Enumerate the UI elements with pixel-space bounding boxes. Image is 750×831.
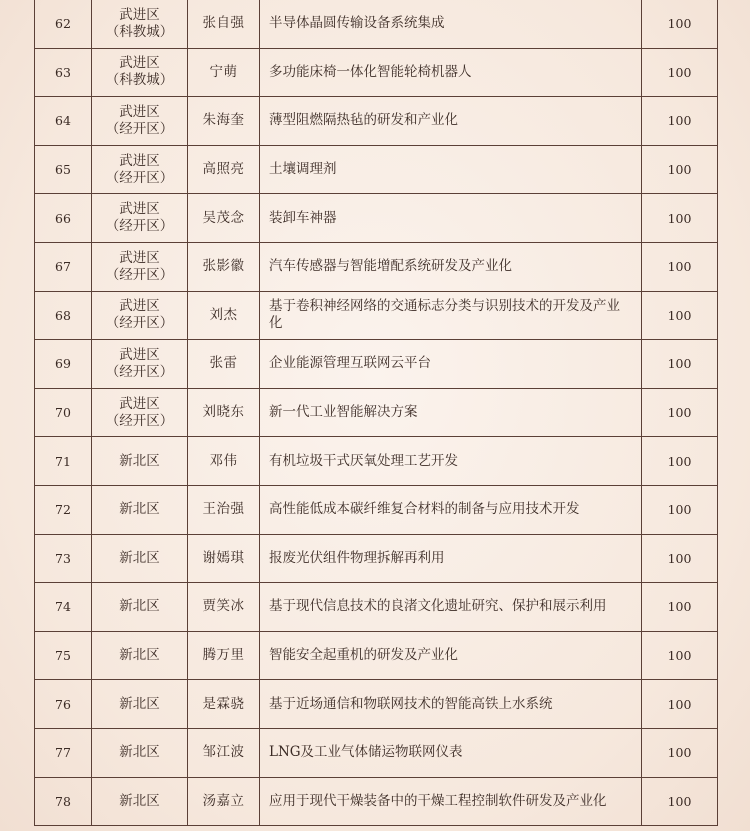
row-number-cell: 66	[35, 194, 92, 243]
region-cell	[92, 48, 188, 97]
region-name: 武进区	[119, 395, 160, 412]
person-name-cell: 是霖骁	[188, 680, 260, 729]
region-cell	[92, 145, 188, 194]
amount-cell: 100	[642, 583, 718, 632]
region-zone: （经开区）	[105, 218, 174, 235]
region-name: 新北区	[119, 647, 160, 664]
region-zone: （科教城）	[105, 23, 174, 40]
person-name-cell: 高照亮	[188, 145, 260, 194]
row-number-cell: 62	[35, 0, 92, 48]
project-title-cell: 基于现代信息技术的良渚文化遗址研究、保护和展示利用	[260, 583, 642, 632]
region-cell	[92, 97, 188, 146]
region-cell	[92, 485, 188, 534]
region-name: 新北区	[119, 695, 160, 712]
region-cell	[92, 340, 188, 389]
row-number-cell: 71	[35, 437, 92, 486]
region-name: 武进区	[119, 249, 160, 266]
region-zone: （经开区）	[105, 169, 174, 186]
region-name: 武进区	[119, 6, 160, 23]
table-row	[35, 728, 718, 777]
amount-cell: 100	[642, 48, 718, 97]
region-name: 新北区	[119, 744, 160, 761]
region-cell	[92, 0, 188, 48]
table-row	[35, 48, 718, 97]
region-name: 新北区	[119, 549, 160, 566]
region-cell	[92, 242, 188, 291]
amount-cell: 100	[642, 291, 718, 340]
table-row	[35, 291, 718, 340]
table-row	[35, 437, 718, 486]
table-row	[35, 194, 718, 243]
row-number-cell: 70	[35, 388, 92, 437]
person-name-cell: 汤嘉立	[188, 777, 260, 826]
row-number-cell: 64	[35, 97, 92, 146]
amount-cell: 100	[642, 340, 718, 389]
region-name: 武进区	[119, 346, 160, 363]
region-zone: （经开区）	[105, 412, 174, 429]
person-name-cell: 腾万里	[188, 631, 260, 680]
person-name-cell: 宁萌	[188, 48, 260, 97]
table-row	[35, 631, 718, 680]
region-cell	[92, 728, 188, 777]
project-title-cell: 薄型阻燃隔热毡的研发和产业化	[260, 97, 642, 146]
project-title-cell: 智能安全起重机的研发及产业化	[260, 631, 642, 680]
region-cell	[92, 291, 188, 340]
region-zone: （经开区）	[105, 363, 174, 380]
table-row	[35, 583, 718, 632]
amount-cell: 100	[642, 680, 718, 729]
person-name-cell: 刘晓东	[188, 388, 260, 437]
project-title-cell: 土壤调理剂	[260, 145, 642, 194]
row-number-cell: 74	[35, 583, 92, 632]
project-title-cell: 报废光伏组件物理拆解再利用	[260, 534, 642, 583]
region-name: 新北区	[119, 598, 160, 615]
project-table	[34, 0, 718, 826]
row-number-cell: 73	[35, 534, 92, 583]
project-title-cell: 新一代工业智能解决方案	[260, 388, 642, 437]
project-title-cell: 有机垃圾干式厌氧处理工艺开发	[260, 437, 642, 486]
person-name-cell: 邓伟	[188, 437, 260, 486]
row-number-cell: 72	[35, 485, 92, 534]
region-zone: （科教城）	[105, 72, 174, 89]
region-zone: （经开区）	[105, 266, 174, 283]
amount-cell: 100	[642, 534, 718, 583]
row-number-cell: 77	[35, 728, 92, 777]
row-number-cell: 75	[35, 631, 92, 680]
row-number-cell: 78	[35, 777, 92, 826]
row-number-cell: 69	[35, 340, 92, 389]
person-name-cell: 刘杰	[188, 291, 260, 340]
person-name-cell: 贾笑冰	[188, 583, 260, 632]
person-name-cell: 朱海奎	[188, 97, 260, 146]
table-body	[35, 0, 718, 826]
region-name: 武进区	[119, 298, 160, 315]
region-name: 武进区	[119, 103, 160, 120]
region-cell	[92, 631, 188, 680]
amount-cell: 100	[642, 97, 718, 146]
region-cell	[92, 437, 188, 486]
region-cell	[92, 388, 188, 437]
table-row	[35, 680, 718, 729]
person-name-cell: 邹江波	[188, 728, 260, 777]
amount-cell: 100	[642, 0, 718, 48]
project-title-cell: 应用于现代干燥装备中的干燥工程控制软件研发及产业化	[260, 777, 642, 826]
amount-cell: 100	[642, 777, 718, 826]
project-title-cell: 多功能床椅一体化智能轮椅机器人	[260, 48, 642, 97]
region-name: 新北区	[119, 501, 160, 518]
region-cell	[92, 680, 188, 729]
amount-cell: 100	[642, 631, 718, 680]
table-row	[35, 485, 718, 534]
table-row	[35, 145, 718, 194]
table-row	[35, 777, 718, 826]
project-title-cell: 基于近场通信和物联网技术的智能高铁上水系统	[260, 680, 642, 729]
project-title-cell: 汽车传感器与智能增配系统研发及产业化	[260, 242, 642, 291]
region-cell	[92, 583, 188, 632]
region-cell	[92, 777, 188, 826]
project-title-cell: 装卸车神器	[260, 194, 642, 243]
region-cell	[92, 534, 188, 583]
region-zone: （经开区）	[105, 120, 174, 137]
person-name-cell: 谢嫣琪	[188, 534, 260, 583]
row-number-cell: 76	[35, 680, 92, 729]
region-cell	[92, 194, 188, 243]
person-name-cell: 张雷	[188, 340, 260, 389]
table-row	[35, 97, 718, 146]
amount-cell: 100	[642, 437, 718, 486]
row-number-cell: 65	[35, 145, 92, 194]
amount-cell: 100	[642, 728, 718, 777]
region-name: 武进区	[119, 55, 160, 72]
project-title-cell: LNG及工业气体储运物联网仪表	[260, 728, 642, 777]
table-row	[35, 0, 718, 48]
table-row	[35, 534, 718, 583]
row-number-cell: 68	[35, 291, 92, 340]
amount-cell: 100	[642, 388, 718, 437]
table-row	[35, 340, 718, 389]
region-zone: （经开区）	[105, 315, 174, 332]
amount-cell: 100	[642, 485, 718, 534]
person-name-cell: 张影徽	[188, 242, 260, 291]
region-name: 武进区	[119, 152, 160, 169]
person-name-cell: 吴茂念	[188, 194, 260, 243]
person-name-cell: 王治强	[188, 485, 260, 534]
amount-cell: 100	[642, 194, 718, 243]
region-name: 新北区	[119, 792, 160, 809]
project-title-cell: 高性能低成本碳纤维复合材料的制备与应用技术开发	[260, 485, 642, 534]
person-name-cell: 张自强	[188, 0, 260, 48]
project-title-cell: 半导体晶圆传输设备系统集成	[260, 0, 642, 48]
table-row	[35, 388, 718, 437]
table-row	[35, 242, 718, 291]
row-number-cell: 67	[35, 242, 92, 291]
project-title-cell: 企业能源管理互联网云平台	[260, 340, 642, 389]
project-title-cell: 基于卷积神经网络的交通标志分类与识别技术的开发及产业化	[260, 291, 642, 340]
amount-cell: 100	[642, 242, 718, 291]
region-name: 武进区	[119, 201, 160, 218]
row-number-cell: 63	[35, 48, 92, 97]
region-name: 新北区	[119, 452, 160, 469]
amount-cell: 100	[642, 145, 718, 194]
